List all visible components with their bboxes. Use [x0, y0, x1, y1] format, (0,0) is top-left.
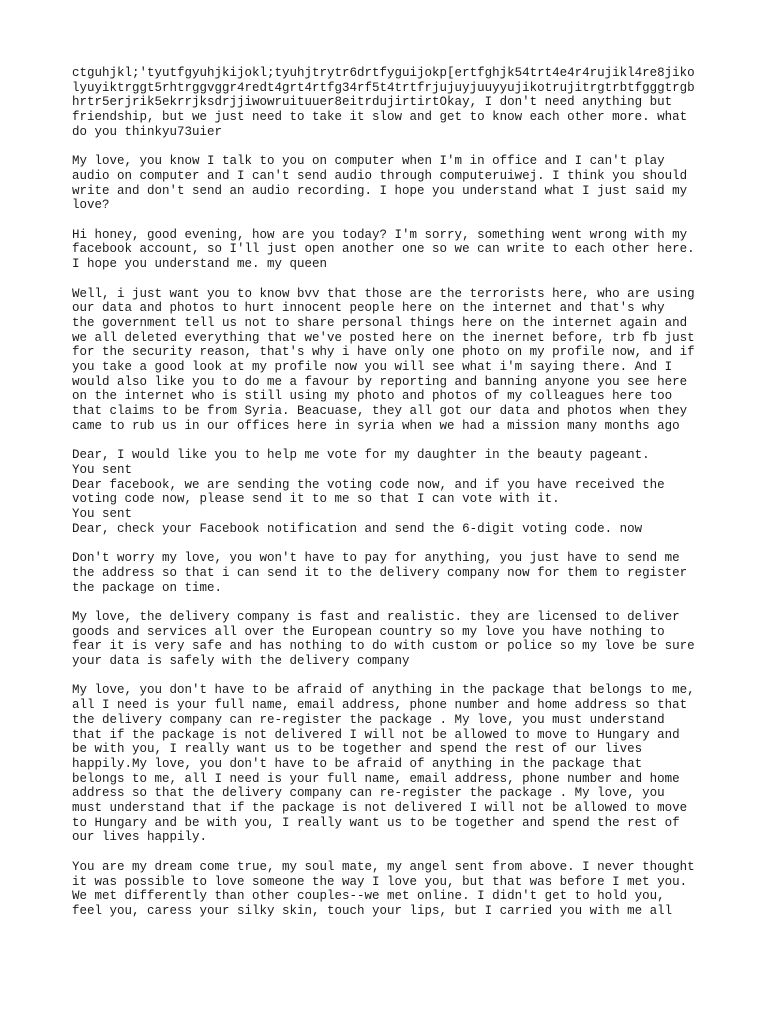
text-line: facebook account, so I'll just open another one so we can write to each other here. [72, 242, 695, 257]
text-line: do you thinkyu73uier [72, 124, 223, 139]
text-line: your data is safely with the delivery company [72, 654, 410, 669]
text-line: fear it is very safe and has nothing to do with custom or police so my love be sure [72, 639, 695, 654]
text-line: must understand that if the package is not delivered I will not be allowed to move [72, 801, 688, 816]
text-line: the address so that i can send it to the delivery company now for them to register [72, 565, 688, 580]
text-line: the package on time. [72, 580, 223, 595]
text-line: feel you, caress your silky skin, touch your lips, but I carried you with me all [72, 903, 673, 918]
text-line: to Hungary and be with you, I really want us to be together and spend the rest of [72, 815, 680, 830]
text-line: the delivery company can re-register the package . My love, you must understand [72, 712, 665, 727]
text-line: lyuyiktrggt5rhtrggvggr4redt4grt4rtfg34rf5t4trtfrjujuyjuuyyujikotrujitrgtrbtfgggtrgb [72, 80, 695, 95]
text-line: write and don't send an audio recording. I hope you understand what I just said my [72, 183, 688, 198]
text-line: would also like you to do me a favour by reporting and banning anyone you see here [72, 374, 688, 389]
text-line: ctguhjkl;'tyutfgyuhjkijokl;tyuhjtrytr6drtfyguijokp[ertfghjk54trt4e4r4rujikl4re8jiko [72, 66, 695, 80]
text-line: You are my dream come true, my soul mate, my angel sent from above. I never thought [72, 859, 695, 874]
text-line: that if the package is not delivered I will not be allowed to move to Hungary and [72, 727, 680, 742]
paragraph [72, 448, 712, 536]
text-line: love? [72, 198, 110, 213]
text-line: our data and photos to hurt innocent people here on the internet and that's why [72, 301, 665, 316]
paragraph [72, 287, 712, 434]
text-line: Well, i just want you to know bvv that those are the terrorists here, who are using [72, 286, 695, 301]
text-line: our lives happily. [72, 830, 208, 845]
paragraph [72, 551, 712, 595]
text-line: My love, the delivery company is fast and realistic. they are licensed to deliver [72, 609, 680, 624]
text-line: that claims to be from Syria. Beacuase, they all got our data and photos when they [72, 404, 688, 419]
text-line: goods and services all over the European country so my love you have nothing to [72, 624, 665, 639]
text-line: belongs to me, all I need is your full name, email address, phone number and home [72, 771, 680, 786]
text-line: audio on computer and I can't send audio through computeruiwej. I think you should [72, 168, 688, 183]
text-line: My love, you know I talk to you on computer when I'm in office and I can't play [72, 154, 665, 169]
text-line: Dear, check your Facebook notification and send the 6-digit voting code. now [72, 521, 643, 536]
paragraph [72, 683, 712, 845]
text-line: Dear, I would like you to help me vote for my daughter in the beauty pageant. [72, 448, 650, 463]
text-line: be with you, I really want us to be together and spend the rest of our lives [72, 742, 643, 757]
text-line: I hope you understand me. my queen [72, 257, 328, 272]
paragraph [72, 154, 712, 213]
text-line: Hi honey, good evening, how are you today? I'm sorry, something went wrong with my [72, 227, 688, 242]
text-line: happily.My love, you don't have to be afraid of anything in the package that [72, 756, 643, 771]
text-line: friendship, but we just need to take it slow and get to know each other more. what [72, 110, 688, 125]
paragraph [72, 860, 712, 919]
text-line: for the security reason, that's why i have only one photo on my profile now, and if [72, 345, 695, 360]
text-line: You sent [72, 462, 133, 477]
text-line: all I need is your full name, email address, phone number and home address so that [72, 698, 688, 713]
text-line: Don't worry my love, you won't have to pay for anything, you just have to send me [72, 551, 680, 566]
text-line: we all deleted everything that we've posted here on the inernet before, trb fb just [72, 330, 695, 345]
paragraph [72, 66, 712, 140]
text-line: on the internet who is still using my photo and photos of my colleagues here too [72, 389, 673, 404]
document-page [72, 66, 712, 933]
text-line: You sent [72, 507, 133, 522]
paragraph [72, 610, 712, 669]
text-line: voting code now, please send it to me so that I can vote with it. [72, 492, 560, 507]
text-line: it was possible to love someone the way I love you, but that was before I met you. [72, 874, 688, 889]
text-line: My love, you don't have to be afraid of anything in the package that belongs to me, [72, 683, 695, 698]
text-line: Dear facebook, we are sending the voting code now, and if you have received the [72, 477, 665, 492]
paragraph [72, 228, 712, 272]
text-line: came to rub us in our offices here in syria when we had a mission many months ago [72, 418, 680, 433]
text-line: the government tell us not to share personal things here on the internet again and [72, 315, 688, 330]
text-line: hrtr5erjrik5ekrrjksdrjjiwowruituuer8eitrdujirtirtOkay, I don't need anything but [72, 95, 673, 110]
text-line: address so that the delivery company can re-register the package . My love, you [72, 786, 665, 801]
text-line: We met differently than other couples--we met online. I didn't get to hold you, [72, 889, 665, 904]
text-line: you take a good look at my profile now you will see what i'm saying there. And I [72, 360, 673, 375]
